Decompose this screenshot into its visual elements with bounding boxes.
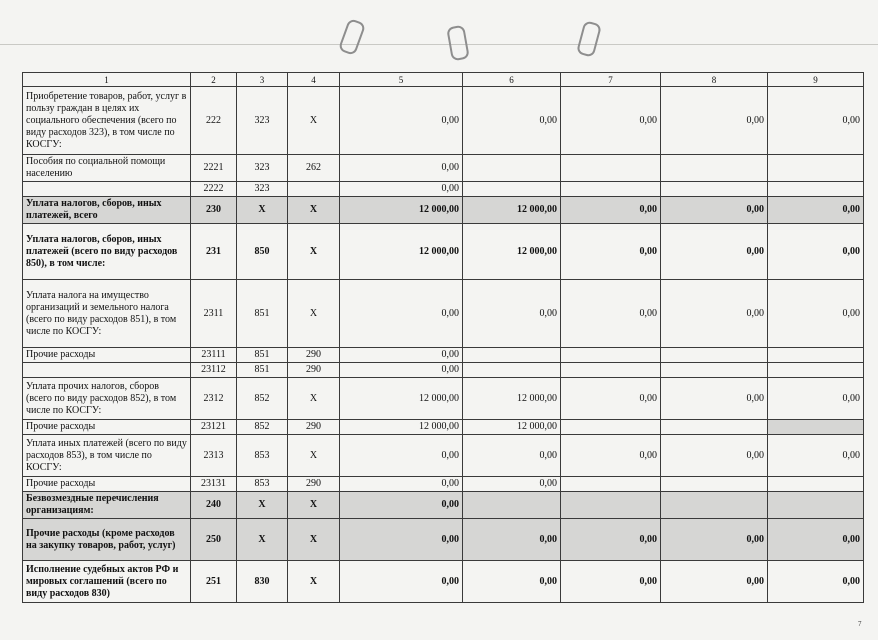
amount-cell: 0,00 <box>768 561 864 603</box>
kosgu-code <box>288 182 340 197</box>
amount-cell: 0,00 <box>340 435 463 477</box>
column-header: 8 <box>661 73 768 87</box>
amount-cell: 0,00 <box>463 519 561 561</box>
amount-cell: 0,00 <box>768 435 864 477</box>
row-code: 2222 <box>191 182 237 197</box>
amount-cell: 12 000,00 <box>340 224 463 280</box>
row-code: 230 <box>191 197 237 224</box>
amount-cell: 0,00 <box>661 519 768 561</box>
row-name: Уплата прочих налогов, сборов (всего по виду расходов 852), в том числе по КОСГУ: <box>23 378 191 420</box>
amount-cell: 0,00 <box>561 519 661 561</box>
column-header: 2 <box>191 73 237 87</box>
kosgu-code: 290 <box>288 348 340 363</box>
amount-cell: 0,00 <box>340 477 463 492</box>
amount-cell: 0,00 <box>340 348 463 363</box>
expense-type-code: 852 <box>237 378 288 420</box>
amount-cell: 0,00 <box>768 87 864 155</box>
amount-cell: 0,00 <box>768 378 864 420</box>
amount-cell: 0,00 <box>561 224 661 280</box>
expense-type-code: X <box>237 519 288 561</box>
amount-cell: 0,00 <box>768 519 864 561</box>
row-name: Уплата налога на имущество организаций и земельного налога (всего по виду расходов 851), в том числе по КОСГУ: <box>23 280 191 348</box>
expense-table <box>22 72 864 603</box>
amount-cell: 0,00 <box>561 87 661 155</box>
table-row <box>23 435 864 477</box>
row-name: Прочие расходы <box>23 348 191 363</box>
table-row <box>23 224 864 280</box>
amount-cell <box>561 420 661 435</box>
kosgu-code: 262 <box>288 155 340 182</box>
page-fold-line <box>0 44 878 45</box>
kosgu-code: X <box>288 224 340 280</box>
amount-cell: 0,00 <box>561 561 661 603</box>
column-header: 1 <box>23 73 191 87</box>
expense-type-code: 850 <box>237 224 288 280</box>
kosgu-code: X <box>288 492 340 519</box>
column-header: 5 <box>340 73 463 87</box>
amount-cell <box>661 363 768 378</box>
amount-cell: 12 000,00 <box>463 420 561 435</box>
expense-type-code: 853 <box>237 477 288 492</box>
amount-cell <box>463 155 561 182</box>
amount-cell: 0,00 <box>768 197 864 224</box>
amount-cell: 12 000,00 <box>340 420 463 435</box>
amount-cell <box>561 155 661 182</box>
row-name <box>23 363 191 378</box>
table-row <box>23 492 864 519</box>
amount-cell <box>768 363 864 378</box>
row-code: 23111 <box>191 348 237 363</box>
expense-type-code: 853 <box>237 435 288 477</box>
row-code: 222 <box>191 87 237 155</box>
amount-cell <box>463 348 561 363</box>
amount-cell: 0,00 <box>661 561 768 603</box>
kosgu-code: X <box>288 378 340 420</box>
kosgu-code: X <box>288 280 340 348</box>
amount-cell: 0,00 <box>463 87 561 155</box>
amount-cell: 12 000,00 <box>340 197 463 224</box>
amount-cell: 0,00 <box>661 280 768 348</box>
amount-cell <box>768 477 864 492</box>
row-name: Уплата налогов, сборов, иных платежей (всего по виду расходов 850), в том числе: <box>23 224 191 280</box>
amount-cell: 0,00 <box>561 280 661 348</box>
expense-type-code: 851 <box>237 363 288 378</box>
expense-type-code: 851 <box>237 348 288 363</box>
row-name: Прочие расходы (кроме расходов на закупку товаров, работ, услуг) <box>23 519 191 561</box>
amount-cell <box>561 348 661 363</box>
amount-cell: 0,00 <box>463 561 561 603</box>
table-row <box>23 477 864 492</box>
row-name: Приобретение товаров, работ, услуг в пользу граждан в целях их социального обеспечения (всего по виду расходов 323), в том числе по КОСГУ: <box>23 87 191 155</box>
amount-cell: 0,00 <box>561 378 661 420</box>
column-header: 3 <box>237 73 288 87</box>
expense-type-code: 851 <box>237 280 288 348</box>
row-code: 2221 <box>191 155 237 182</box>
row-code: 23112 <box>191 363 237 378</box>
amount-cell: 0,00 <box>340 182 463 197</box>
row-name: Уплата иных платежей (всего по виду расходов 853), в том числе по КОСГУ: <box>23 435 191 477</box>
column-header: 9 <box>768 73 864 87</box>
table-row <box>23 363 864 378</box>
amount-cell: 12 000,00 <box>463 224 561 280</box>
amount-cell: 0,00 <box>661 224 768 280</box>
column-header: 6 <box>463 73 561 87</box>
row-code: 251 <box>191 561 237 603</box>
amount-cell <box>768 182 864 197</box>
row-code: 240 <box>191 492 237 519</box>
binding-ring <box>338 18 367 56</box>
amount-cell: 0,00 <box>340 155 463 182</box>
binding-ring <box>446 25 470 62</box>
amount-cell <box>661 348 768 363</box>
kosgu-code: X <box>288 87 340 155</box>
row-name: Прочие расходы <box>23 420 191 435</box>
kosgu-code: X <box>288 561 340 603</box>
amount-cell: 0,00 <box>340 87 463 155</box>
amount-cell: 0,00 <box>661 378 768 420</box>
amount-cell: 0,00 <box>661 435 768 477</box>
kosgu-code: X <box>288 519 340 561</box>
row-name: Пособия по социальной помощи населению <box>23 155 191 182</box>
row-code: 23131 <box>191 477 237 492</box>
amount-cell: 0,00 <box>463 477 561 492</box>
amount-cell <box>661 492 768 519</box>
amount-cell <box>561 492 661 519</box>
expense-type-code: 830 <box>237 561 288 603</box>
amount-cell: 0,00 <box>661 87 768 155</box>
amount-cell <box>768 420 864 435</box>
row-name: Уплата налогов, сборов, иных платежей, всего <box>23 197 191 224</box>
row-code: 23121 <box>191 420 237 435</box>
amount-cell <box>463 182 561 197</box>
column-header: 4 <box>288 73 340 87</box>
expense-type-code: 323 <box>237 155 288 182</box>
amount-cell: 0,00 <box>463 435 561 477</box>
kosgu-code: X <box>288 435 340 477</box>
amount-cell: 0,00 <box>340 280 463 348</box>
amount-cell <box>561 477 661 492</box>
amount-cell <box>768 492 864 519</box>
amount-cell <box>463 363 561 378</box>
amount-cell: 0,00 <box>340 492 463 519</box>
column-number-row <box>23 73 864 87</box>
amount-cell: 12 000,00 <box>340 378 463 420</box>
row-name: Исполнение судебных актов РФ и мировых соглашений (всего по виду расходов 830) <box>23 561 191 603</box>
amount-cell <box>561 363 661 378</box>
amount-cell: 0,00 <box>561 197 661 224</box>
amount-cell <box>768 348 864 363</box>
table-row <box>23 420 864 435</box>
table-row <box>23 561 864 603</box>
amount-cell: 0,00 <box>340 519 463 561</box>
row-code: 250 <box>191 519 237 561</box>
amount-cell <box>463 492 561 519</box>
expense-type-code: X <box>237 197 288 224</box>
amount-cell: 0,00 <box>340 363 463 378</box>
amount-cell <box>661 477 768 492</box>
row-name: Прочие расходы <box>23 477 191 492</box>
row-code: 2311 <box>191 280 237 348</box>
amount-cell <box>661 420 768 435</box>
table-row <box>23 348 864 363</box>
table-row <box>23 519 864 561</box>
amount-cell <box>768 155 864 182</box>
amount-cell: 0,00 <box>768 280 864 348</box>
amount-cell: 0,00 <box>768 224 864 280</box>
kosgu-code: 290 <box>288 363 340 378</box>
amount-cell: 0,00 <box>463 280 561 348</box>
binding-ring <box>576 20 602 58</box>
amount-cell: 0,00 <box>340 561 463 603</box>
expense-type-code: 323 <box>237 87 288 155</box>
amount-cell: 12 000,00 <box>463 197 561 224</box>
table-row <box>23 87 864 155</box>
amount-cell: 0,00 <box>561 435 661 477</box>
table-row <box>23 378 864 420</box>
table-row <box>23 280 864 348</box>
row-name: Безвозмездные перечисления организациям: <box>23 492 191 519</box>
row-code: 231 <box>191 224 237 280</box>
expense-type-code: X <box>237 492 288 519</box>
row-code: 2312 <box>191 378 237 420</box>
table-row <box>23 197 864 224</box>
amount-cell: 0,00 <box>661 197 768 224</box>
amount-cell <box>561 182 661 197</box>
column-header: 7 <box>561 73 661 87</box>
table-row <box>23 182 864 197</box>
expense-type-code: 323 <box>237 182 288 197</box>
expense-type-code: 852 <box>237 420 288 435</box>
row-code: 2313 <box>191 435 237 477</box>
amount-cell <box>661 182 768 197</box>
table-row <box>23 155 864 182</box>
kosgu-code: 290 <box>288 477 340 492</box>
page-number: 7 <box>858 620 862 628</box>
kosgu-code: X <box>288 197 340 224</box>
kosgu-code: 290 <box>288 420 340 435</box>
row-name <box>23 182 191 197</box>
amount-cell: 12 000,00 <box>463 378 561 420</box>
amount-cell <box>661 155 768 182</box>
